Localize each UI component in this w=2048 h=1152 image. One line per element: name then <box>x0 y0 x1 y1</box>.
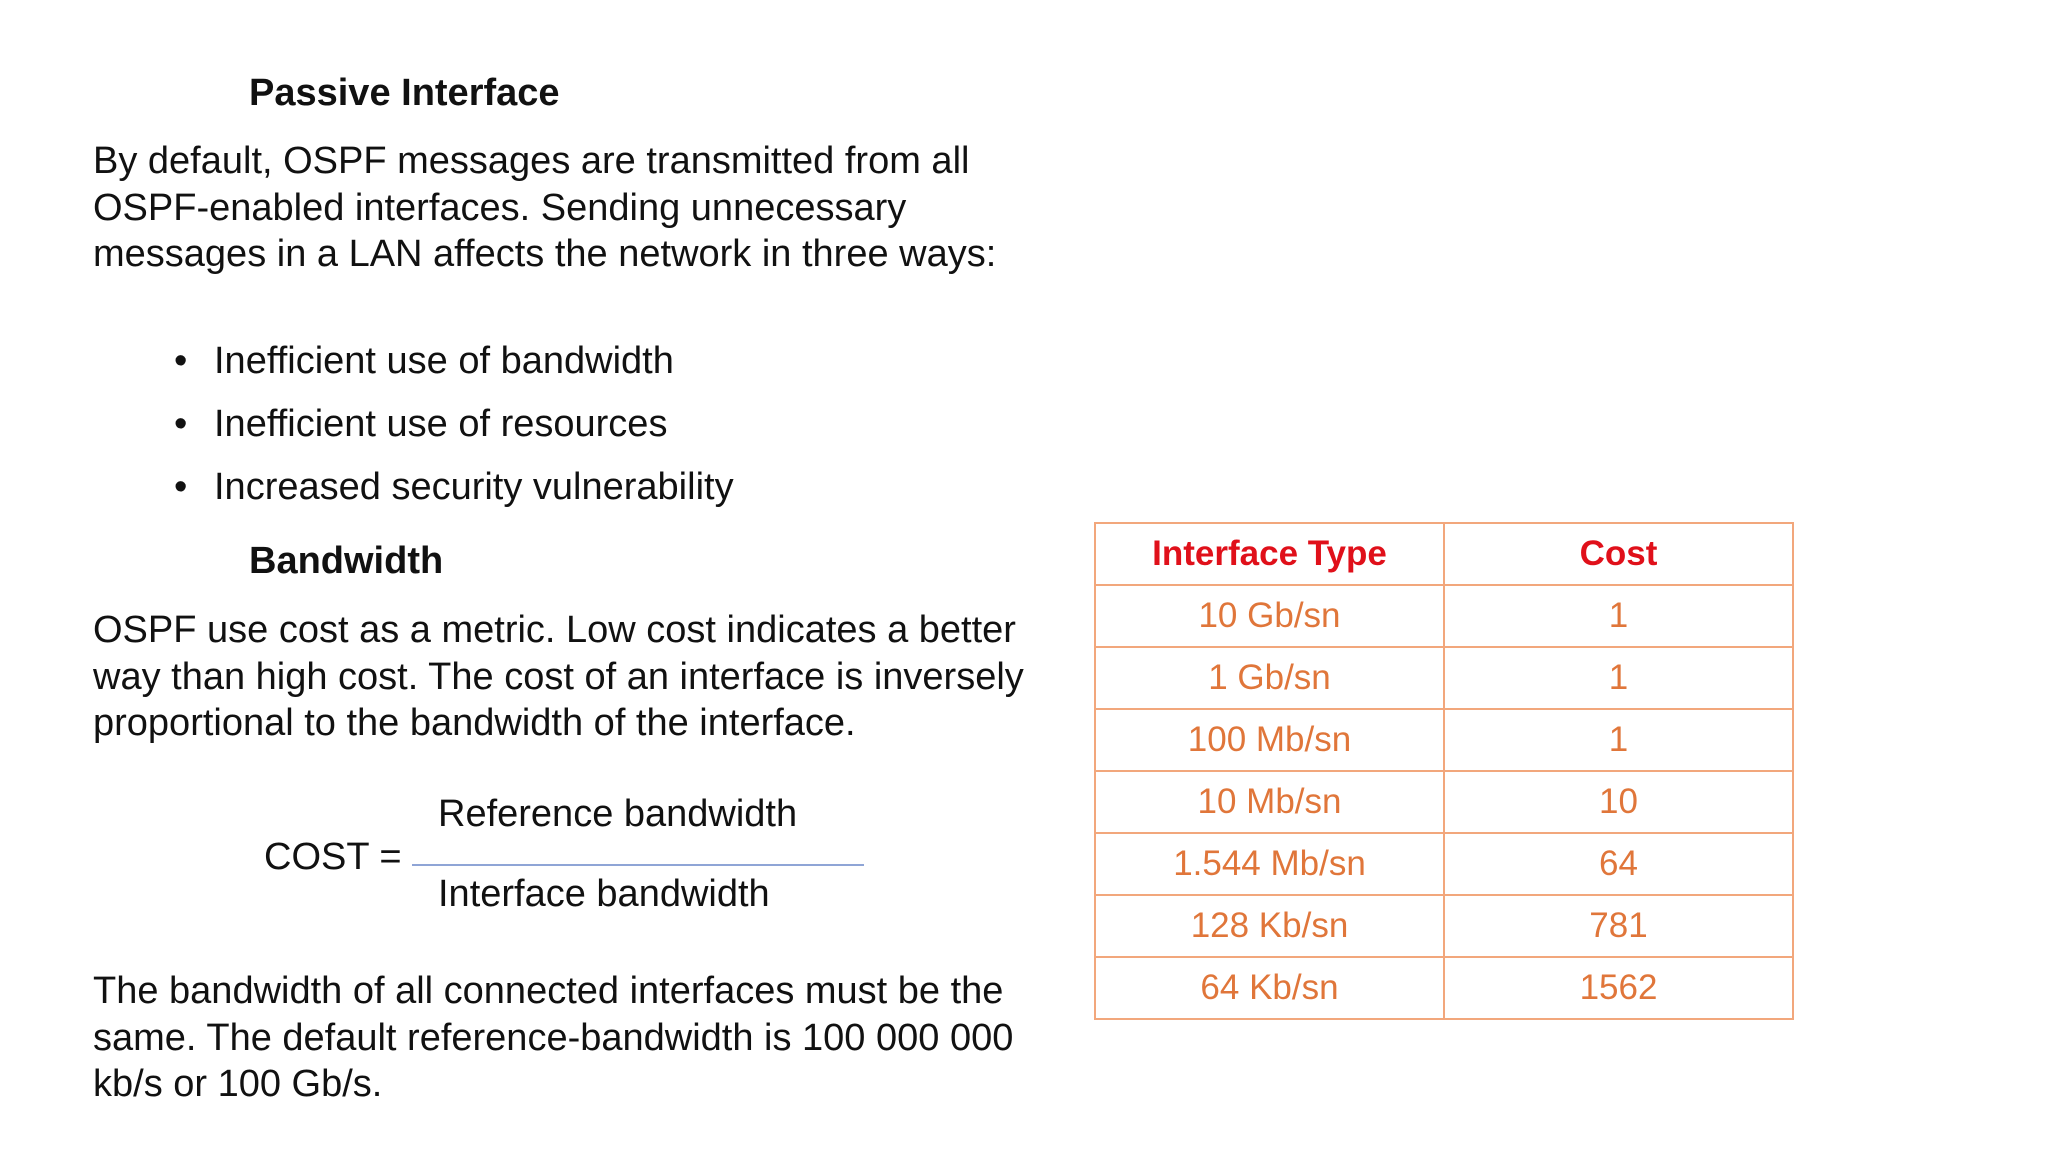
formula-numerator: Reference bandwidth <box>438 793 798 835</box>
bullet-icon: • <box>174 340 188 382</box>
cost-cell: 10 <box>1444 771 1793 833</box>
interface-type-cell: 100 Mb/sn <box>1095 709 1444 771</box>
table-row <box>1095 957 1793 1019</box>
cost-cell: 1 <box>1444 709 1793 771</box>
bullet-icon: • <box>174 466 188 508</box>
passive-interface-bullet-list <box>174 338 734 527</box>
bullet-text: Inefficient use of bandwidth <box>214 340 674 382</box>
table-row <box>1095 895 1793 957</box>
interface-type-cell: 10 Gb/sn <box>1095 585 1444 647</box>
bullet-text: Increased security vulnerability <box>214 466 734 508</box>
formula-denominator: Interface bandwidth <box>438 873 770 915</box>
passive-interface-heading: Passive Interface <box>249 72 560 114</box>
bullet-text: Inefficient use of resources <box>214 403 668 445</box>
formula-cost-label: COST = <box>264 836 402 878</box>
cost-cell: 781 <box>1444 895 1793 957</box>
table-row <box>1095 771 1793 833</box>
cost-cell: 1 <box>1444 585 1793 647</box>
cost-cell: 1 <box>1444 647 1793 709</box>
table-header-row <box>1095 523 1793 585</box>
list-item <box>174 464 734 527</box>
formula-fraction-line <box>412 864 864 866</box>
header-interface-type: Interface Type <box>1095 523 1444 585</box>
table-row <box>1095 647 1793 709</box>
interface-type-cell: 64 Kb/sn <box>1095 957 1444 1019</box>
bandwidth-footer-paragraph: The bandwidth of all connected interfaces must be the same. The default reference-bandwidth is 100 000 000 kb/s or 100 Gb/s. <box>93 970 1014 1105</box>
header-cost: Cost <box>1444 523 1793 585</box>
bandwidth-heading: Bandwidth <box>249 540 444 582</box>
interface-cost-table <box>1094 522 1794 1020</box>
list-item <box>174 338 734 401</box>
cost-cell: 64 <box>1444 833 1793 895</box>
table-row <box>1095 709 1793 771</box>
table-row <box>1095 833 1793 895</box>
interface-type-cell: 128 Kb/sn <box>1095 895 1444 957</box>
interface-type-cell: 1.544 Mb/sn <box>1095 833 1444 895</box>
table-row <box>1095 585 1793 647</box>
interface-type-cell: 10 Mb/sn <box>1095 771 1444 833</box>
bandwidth-paragraph: OSPF use cost as a metric. Low cost indicates a better way than high cost. The cost of an interface is inversely proportional to the bandwidth of the interface. <box>93 609 1024 744</box>
bullet-icon: • <box>174 403 188 445</box>
interface-type-cell: 1 Gb/sn <box>1095 647 1444 709</box>
cost-cell: 1562 <box>1444 957 1793 1019</box>
list-item <box>174 401 734 464</box>
passive-interface-paragraph: By default, OSPF messages are transmitted from all OSPF-enabled interfaces. Sending unnecessary messages in a LAN affects the network in three ways: <box>93 140 997 275</box>
